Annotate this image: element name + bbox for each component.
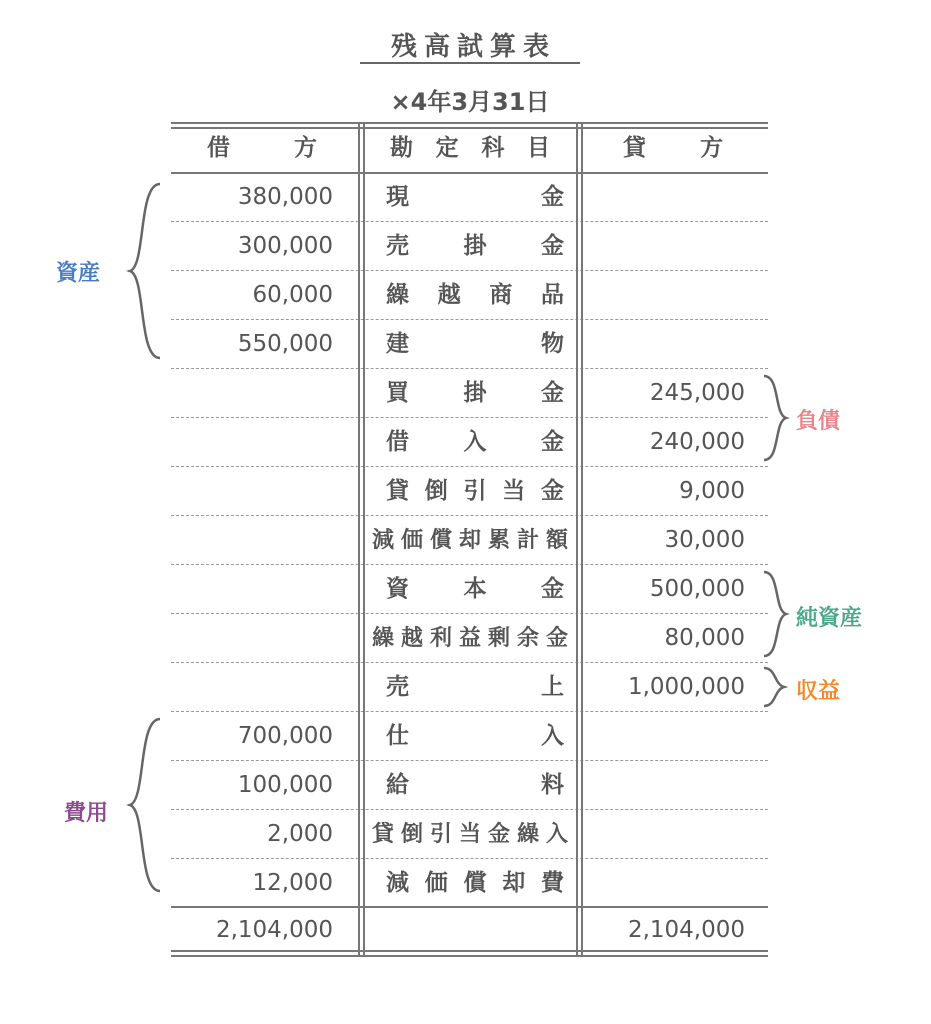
account-cell: 売掛金	[386, 233, 564, 259]
debit-cell: 100,000	[237, 772, 333, 798]
account-cell: 売上	[386, 674, 564, 700]
account-cell: 減価償却費	[386, 870, 564, 896]
account-cell: 貸倒引当金	[386, 478, 564, 504]
credit-cell: 1,000,000	[627, 674, 745, 700]
page-title: 残高試算表	[390, 32, 556, 62]
account-cell: 借入金	[386, 429, 564, 455]
credit-cell	[583, 271, 745, 320]
credit-cell: 245,000	[649, 380, 745, 406]
credit-cell: 9,000	[679, 478, 745, 504]
debit-cell	[171, 614, 333, 663]
debit-cell: 60,000	[252, 282, 333, 308]
report-date: ×4年3月31日	[390, 88, 550, 116]
debit-cell: 550,000	[237, 331, 333, 357]
debit-cell: 12,000	[252, 870, 333, 896]
credit-cell: 500,000	[649, 576, 745, 602]
account-cell: 買掛金	[386, 380, 564, 406]
debit-cell: 2,000	[267, 821, 333, 847]
account-cell: 資本金	[386, 576, 564, 602]
debit-cell	[171, 565, 333, 614]
header-credit: 貸方	[623, 135, 723, 161]
debit-cell	[171, 418, 333, 467]
credit-cell	[583, 761, 745, 810]
debit-cell: 380,000	[237, 184, 333, 210]
credit-cell	[583, 222, 745, 271]
debit-cell: 700,000	[237, 723, 333, 749]
credit-cell: 80,000	[664, 625, 745, 651]
equity-label: 純資産	[796, 606, 863, 631]
column-divider	[363, 123, 365, 955]
debit-cell: 300,000	[237, 233, 333, 259]
total-credit: 2,104,000	[627, 917, 745, 943]
assets-brace	[126, 182, 166, 360]
credit-cell	[583, 712, 745, 761]
column-divider	[358, 123, 360, 955]
total-debit: 2,104,000	[215, 917, 333, 943]
header-account: 勘定科目	[390, 135, 550, 161]
liabilities-brace	[760, 374, 790, 462]
credit-cell	[583, 810, 745, 859]
account-cell: 繰越商品	[386, 282, 564, 308]
revenue-label: 収益	[796, 679, 841, 704]
account-cell: 建物	[386, 331, 564, 357]
account-cell: 給料	[386, 772, 564, 798]
account-cell: 貸倒引当金繰入	[372, 822, 568, 847]
debit-cell	[171, 663, 333, 712]
debit-cell	[171, 369, 333, 418]
expenses-label: 費用	[64, 801, 109, 826]
credit-cell: 30,000	[664, 527, 745, 553]
debit-cell	[171, 467, 333, 516]
header-debit: 借方	[207, 135, 317, 161]
column-divider	[576, 123, 578, 955]
liabilities-label: 負債	[796, 409, 841, 434]
equity-brace	[760, 570, 790, 658]
credit-cell	[583, 859, 745, 908]
credit-cell: 240,000	[649, 429, 745, 455]
account-cell: 減価償却累計額	[372, 528, 568, 553]
credit-cell	[583, 173, 745, 222]
expenses-brace	[126, 717, 166, 893]
credit-cell	[583, 320, 745, 369]
trial-balance-table	[171, 0, 768, 1024]
table-bottom-rule-inner	[171, 955, 768, 957]
account-cell: 繰越利益剰余金	[372, 626, 568, 651]
revenue-brace	[760, 666, 790, 708]
account-cell: 現金	[386, 184, 564, 210]
account-cell: 仕入	[386, 723, 564, 749]
assets-label: 資産	[56, 261, 101, 286]
debit-cell	[171, 516, 333, 565]
